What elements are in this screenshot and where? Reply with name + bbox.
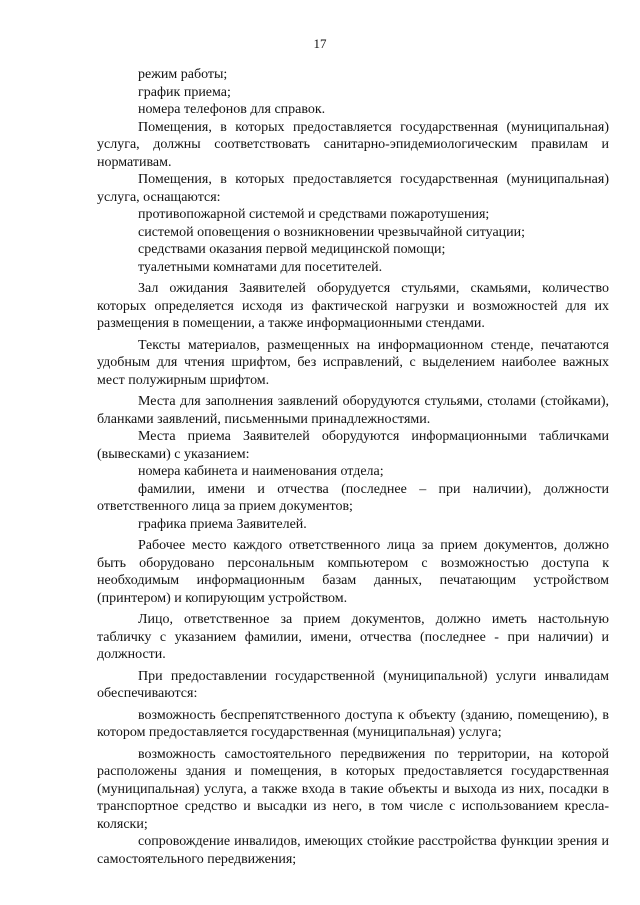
page-number: 17 [313, 36, 327, 51]
list-item-reception-timetable: графика приема Заявителей. [138, 516, 307, 532]
list-item-independent-movement: возможность самостоятельного передвижения по территории, на которой расположены здания и помещения, в которых предоставляется государственная (муниципальная) услуга, а также входа в такие объекты и выхода из них, посадки в транспортное средство и высадки из него, в том числе с использованием кресла-коляски; [97, 746, 609, 832]
paragraph-application-places: Места для заполнения заявлений оборудуются стульями, столами (стойками), бланками заявлений, письменными принадлежностями. [97, 394, 609, 427]
paragraph-disabled-access: При предоставлении государственной (муниципальной) услуги инвалидам обеспечиваются: [97, 668, 609, 701]
list-item-alert-system: системой оповещения о возникновении чрезвычайной ситуации; [138, 224, 526, 240]
list-item-work-hours: режим работы; [138, 67, 228, 82]
list-item-unimpeded-access: возможность беспрепятственного доступа к объекту (зданию, помещению), в котором предоставляется государственная (муниципальная) услуга; [97, 707, 609, 740]
document-body [97, 66, 609, 868]
paragraph-waiting-hall: Зал ожидания Заявителей оборудуется стульями, скамьями, количество которых определяется исходя из фактической нагрузки и возможностей для их размещения в помещении, а также информационными стендами. [97, 281, 609, 331]
paragraph-stand-texts: Тексты материалов, размещенных на информационном стенде, печатаются удобным для чтения шрифтом, без исправлений, с выделением наиболее важных мест полужирным шрифтом. [97, 337, 609, 388]
list-item-escort: сопровождение инвалидов, имеющих стойкие расстройства функции зрения и самостоятельного передвижения; [97, 834, 609, 867]
paragraph-reception-places: Места приема Заявителей оборудуются информационными табличками (вывесками) с указанием: [97, 429, 609, 462]
paragraph-premises-equipment: Помещения, в которых предоставляется государственная (муниципальная) услуга, оснащаются: [97, 172, 609, 205]
list-item-first-aid: средствами оказания первой медицинской помощи; [138, 242, 446, 257]
list-item-reception-schedule: график приема; [138, 84, 231, 100]
list-item-restrooms: туалетными комнатами для посетителей. [138, 259, 383, 275]
list-item-fire-system: противопожарной системой и средствами пожаротушения; [138, 207, 490, 222]
paragraph-desk-sign: Лицо, ответственное за прием документов, должно иметь настольную табличку с указанием фамилии, имени, отчества (последнее - при наличии) и должности. [97, 612, 609, 662]
paragraph-workplace: Рабочее место каждого ответственного лица за прием документов, должно быть оборудовано персональным компьютером с возможностью доступа к необходимым информационным базам данных, печатающим устройством (принтером) и копирующим устройством. [97, 538, 609, 606]
list-item-responsible-person: фамилии, имени и отчества (последнее – при наличии), должности ответственного лица за прием документов; [97, 481, 609, 514]
paragraph-sanitary-rules: Помещения, в которых предоставляется государственная (муниципальная) услуга, должны соответствовать санитарно-эпидемиологическим правилам и нормативам. [97, 119, 609, 170]
list-item-phone-numbers: номера телефонов для справок. [138, 102, 326, 117]
list-item-office-number: номера кабинета и наименования отдела; [138, 464, 384, 479]
